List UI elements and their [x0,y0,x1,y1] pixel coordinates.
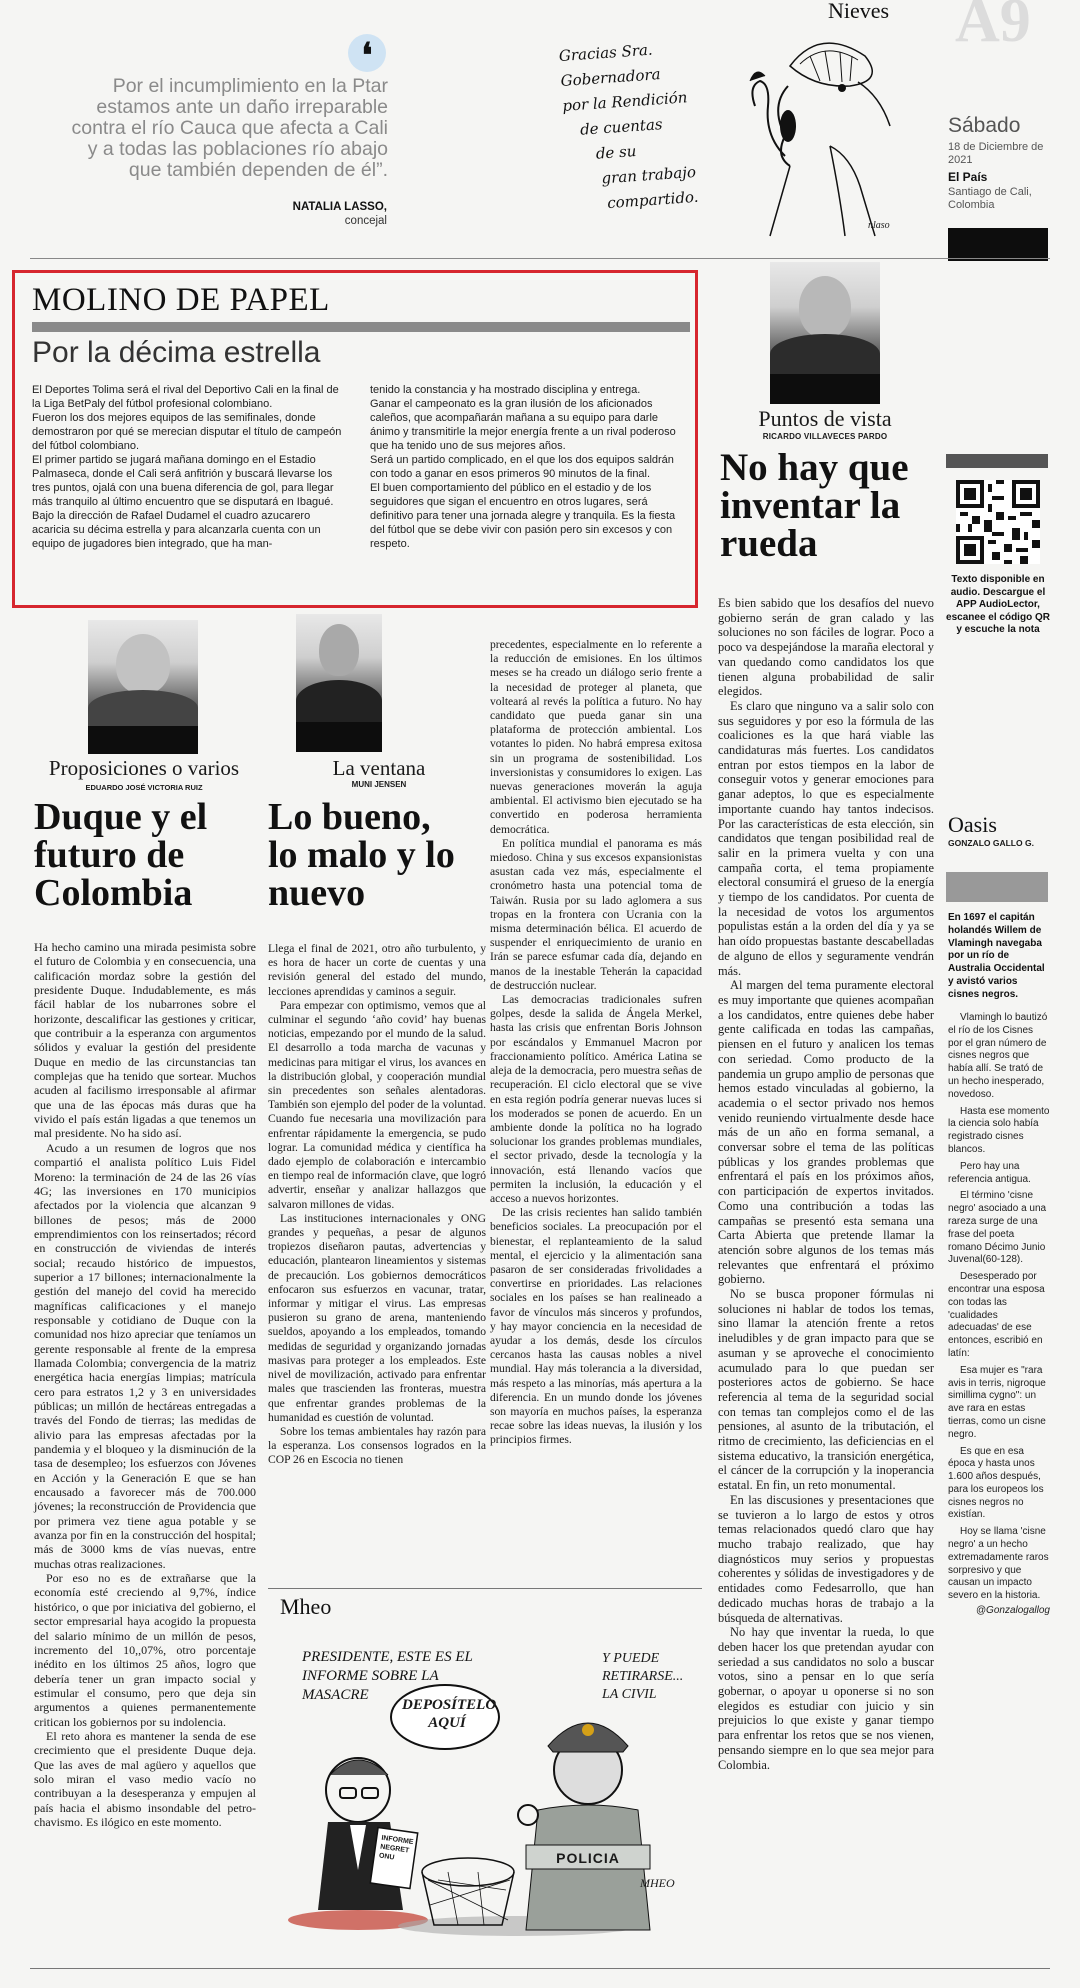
body-paragraph: Por eso no es de extrañarse que la economía esté creciendo al 9,7%, índice histórico, o que por iniciativa del gobierno, el sector empresarial haya acogido la propuesta del salario mínimo de un millón de pesos, incremento del 10,,07%, otro porcentaje inédito en los últimos 25 años, logro que debería tener un gran impacto social y estimular el consumo, pero que deja sin argumentos a quienes permanentemente critican los gobiernos por su indolencia. [34,1571,256,1729]
column-body [268,942,486,1468]
editorial-kicker: MOLINO DE PAPEL [32,282,330,318]
cartoon-line: por la Rendición [561,88,688,115]
qr-caption: Texto disponible en audio. Descargue el APP AudioLector, escanee el código QR y escuche la nota [946,574,1050,635]
editorial-paragraph: El Deportes Tolima será el rival del Deportivo Cali en la final de la Liga BetPaly del fútbol profesional colombiano. [32,384,339,410]
body-paragraph: Al margen del tema puramente electoral es muy importante que quienes acompañan a los candidatos, entre quienes debe haber gente calificada en todas las campañas, piensen en el futuro y analicen los temas con seriedad. Como producto de la pandemia un grupo amplio de personas que hemos estado vinculadas al gobierno, la academia o el sector privado nos hemos venido reuniendo virtualmente desde hace más de un año en forma semanal, a conversar sobre el tema de las políticas públicas y los grandes problemas que enfrentará el país en los próximos años, con participación de expertos invitados. Como una contribución a todas las campañas se presentó esta semana una Carta Abierta que pretende llamar la atención sobre algunos de los temas más relevantes que enfrentará el próximo gobierno. [718,978,934,1287]
oasis-paragraph: El término 'cisne negro' asociado a una rareza surge de una frase del poeta romano Décimo Junio Juvenal(60-128). [948,1190,1047,1266]
document-label: INFORME NEGRET ONU [378,1834,414,1862]
body-paragraph: De las crisis recientes han salido también beneficios sociales. La preocupación por el bienestar, el replanteamiento de la salud mental, el ejercicio y la alimentación sana pasaron de ser consideradas frivolidades a convertirse en prioridades. Las relaciones sociales en los países se han realineado a favor de vínculos más sinceros y profundos, y hay mayor conciencia en la necesidad de ayudar a los demás, desde los círculos cercanos hasta las causas nobles a nivel mundial. Hay más tolerancia a la diversidad, más respeto a las minorías, más apertura a la diferencia. En un mundo donde los jóvenes son mayoría en muchos países, la esperanza recae sobre las ideas nuevas, la ilusión y los principios firmes. [490,1206,702,1447]
oasis-body [948,1012,1050,1618]
body-paragraph: En política mundial el panorama es más miedoso. China y sus excesos expansionistas asustan cada vez más, especialmente el cronómetro hasta una potencial toma de Taiwán. Rusia por su lado aglomera a sus tropas en la frontera con Ucrania con la misma determinación bélica. El acuerdo de suspender el enriquecimiento de uranio en Irán se parece esfumar cada día, dejando en manos de la inestable Teherán la capacidad de destrucción nuclear. [490,836,702,992]
cartoon-caption [558,32,740,218]
cartoon-title: Mheo [280,1594,332,1619]
body-paragraph: Las democracias tradicionales sufren golpes, desde la salida de Ángela Merkel, hasta las crisis que enfrentan Boris Johnson por escándalos y Emmanuel Macron por fraccionamiento político. América Latina se aleja de la democracia, pero muestra señas de recuperación. El ciclo electoral que se vive en esta región podría generar nuevas luces si los moderados se ponen de acuerdo. En un ambiente donde la política no ha logrado solucionar los grandes problemas mundiales, el sector privado, desde la tecnología y la innovación, está llenando vacíos que permiten la inclusión, la educación y el acceso a nuevos horizontes. [490,993,702,1205]
body-paragraph: No se busca proponer fórmulas ni soluciones ni hablar de todos los temas, sino llamar la atención frente a retos ineludibles y de gran impacto para que se asuman y se aproveche el conocimiento acumulado para lo que puedan ser posteriores actos de gobierno. Se hace referencia al tema de la seguridad social con temas tan complejos como el de las pensiones, al asunto de la tributación, el ritmo de crecimiento, las deficiencias en el sistema educativo, la transición energética, el cáncer de la corrupción y la inoperancia estatal. En fin, un reto monumental. [718,1287,934,1493]
oasis-paragraph: Esa mujer es "rara avis in terris, nigroque simillima cygno": un ave rara en estas tierras, como un cisne negro. [948,1364,1046,1440]
editorial-paragraph: Será un partido complicado, en el que los dos equipos saldrán con todo a ganar en esos primeros 90 minutos de la final. [370,454,674,480]
editorial-paragraph: Fueron los dos mejores equipos de las semifinales, donde demostraron por qué se merecian disputar el título de campeón del fútbol colombiano. [32,412,342,452]
column-author: MUNI JENSEN [351,780,407,789]
cartoon-line: gran trabajo [600,162,697,188]
column-title: Duque y el futuro de Colombia [34,796,208,914]
speech-bubble-1: PRESIDENTE, ESTE ES EL INFORME SOBRE LA MASACRE [302,1649,473,1703]
oasis-author: GONZALO GALLO G. [948,838,1034,848]
author-photo [770,262,880,374]
body-paragraph: Es claro que ninguno va a salir solo con sus seguidores y por eso la fórmula de las coaliciones es la que hará viable las candidaturas más fuertes. Los candidatos entran por estos tiempos en la labor de conseguir votos y generar emociones para ganar adeptos, lo que es especialmente importante cuando hay tantos indecisos. Por las características de esta elección, sin candidatos que tengan posibilidad real de salir en la primera vuelta y con una campaña corta, el tema propiamente electoral consumirá el grueso de la energía y tiempo de los candidatos. Por cuenta de la necesidad de votos los argumentos populistas están a la orden del día y ya se han oído propuestas bastante descabelladas de alguno de ellos y seguramente vendrán más. [718,698,934,978]
top-rule [30,258,1050,259]
column-title: Lo bueno, lo malo y lo nuevo [268,796,455,914]
column-title: No hay que inventar la rueda [720,446,909,565]
oasis-paragraph: Hasta ese momento la ciencia solo había registrado cisnes blancos. [948,1105,1050,1155]
cartoon-signature: MHEO [640,1876,675,1890]
column-author: EDUARDO JOSÉ VICTORIA RUIZ [85,783,203,792]
location: Santiago de Cali, Colombia [948,186,1032,211]
body-paragraph: Acudo a un resumen de logros que nos compartió el analista político Luis Fidel Moreno: la terminación de 24 de las 26 vías 4G; las inversiones en 170 municipios afectados por la violencia que alcanzan 9 billones de pesos; más de 2000 emprendimientos con los reinsertados; récord en construcción de viviendas de interés social; recaudo histórico de impuestos, superior a 17 billones; internacionalmente la gestión del manejo del covid ha merecido magníficas calificaciones y el manejo responsable y cotidiano de Duque con la comunidad nos hizo apreciar que teníamos un gerente responsable al frente de la empresa llamada Colombia; convergencia de la matriz energética hacia energías limpias; matrícula cero para estratos 1,2 y 3 en universidades públicas; un millón de hectáreas entregadas a través del Fondo de tierras; las medidas de alivio para las empresas afectadas por la pandemia y el bloqueo y la disminución de la tasa de desempleo; los esfuerzos con Jóvenes en Acción y la Generación E que se han encausado a favorecer más de 700.000 jóvenes; la reconstrucción de Providencia que por primera vez tiene agua potable y se avanza por fin en la construcción del hospital; más de 3000 kms de vías nuevas, entre muchas otras realizaciones. [34,1140,256,1571]
oasis-lead: En 1697 el capitán holandés Willem de Vlamingh navegaba por un río de Australia Occidental y avistó varios cisnes negros. [948,912,1045,1000]
column-section: Proposiciones o varios [48,756,240,780]
pull-quote: Por el incumplimiento en la Ptar estamos ante un daño irreparable contra el río Cauca que afecta a Cali y a todas las poblaciones río abajo que también dependen de él”. [71,75,388,181]
body-paragraph: Las instituciones internacionales y ONG grandes y pequeñas, a pesar de algunos tropiezos diseñaron pautas, advertencias y educación, plantearon lineamientos y sistemas de precaución. Los gobiernos democráticos enfocaron sus esfuerzos en vacunar, tratar, informar y mitigar el virus. Las empresas pusieron su grano de arena, manteniendo sueldos, apoyando a los empleados, tomando medidas de seguridad y organizando jornadas masivas para proteger a los empleados. Este nivel de movilización, activado para enfrentar males que trascienden las fronteras, muestra que enfrentar grandes problemas de la humanidad es cuestión de voluntad. [268,1211,486,1424]
oasis-paragraph: Vlamingh lo bautizó el río de los Cisnes por el gran número de cisnes negros que había allí. Se trató de un hecho inesperado, novedoso. [948,1012,1048,1100]
column-body [34,940,256,1829]
newspaper-name: El País [948,170,988,184]
editorial-paragraph: tenido la constancia y ha mostrado disciplina y entrega. [370,384,641,396]
column-section: La ventana [332,756,426,780]
editorial-paragraph: El buen comportamiento del público en el estadio y de los seguidores que sigan el encuentro en otros lugares, será definitivo para tener una jornada alegre y tranquila. Es la fiesta del fútbol que se debe vivir con pasión pero sin excesos y con respeto. [370,482,676,550]
body-paragraph: Es bien sabido que los desafíos del nuevo gobierno serán de gran calado y las soluciones no son fáciles de lograr. Poco a poco va despejándose la maraña electoral y van quedando como candidatos los que tienen alguna probabilidad de salir elegidos. [718,596,934,699]
author-photo [88,620,198,726]
body-paragraph: Sobre los temas ambientales hay razón para la esperanza. Los consensos logrados en la COP 26 en Escocia no tienen [268,1424,486,1467]
speech-bubble-3: Y PUEDE RETIRARSE... LA CIVIL [602,1651,684,1702]
column-body-continued [490,638,702,1448]
cartoon-line: Gobernadora [560,65,662,91]
editorial-paragraph: Bajo la dirección de Rafael Dudamel el cuadro azucarero acaricia su décima estrella y para alcanzarla cuenta con un equipo de jugadores bien integrado, que ha man- [32,510,321,550]
column-body [718,596,934,1772]
editorial-col-2 [370,383,688,551]
cartoon-line: de cuentas [579,115,664,139]
editorial-paragraph: El primer partido se jugará mañana domingo en el Estadio Palmaseca, donde el Cali será anfitrión y buscará llevarse los tres puntos, ojalá con una buena diferencia de gol, para llegar más tranquilo al último encuentro que se disputará en Ibagué. [32,454,334,508]
redacted-block [88,726,198,754]
police-badge: POLICIA [556,1850,620,1866]
body-paragraph: Llega el final de 2021, otro año turbulento, y es hora de hacer un corte de cuentas y una revisión general del estado del mundo, lecciones aprendidas y caminos a seguir. [268,942,486,998]
editorial-title: Por la décima estrella [32,336,321,369]
oasis-paragraph: Es que en esa época y hasta unos 1.600 años después, para los europeos los cisnes negros no existían. [948,1445,1044,1521]
oasis-bar [946,872,1048,902]
body-paragraph: El reto ahora es mantener la senda de ese crecimiento que el presidente Duque deja. Que las aves de mal agüero y aquellos que solo miran el vaso medio vacío no contribuyan a la desesperanza y empujen al país hacia el abismo insondable del petro-chavismo. Es ilógico en este momento. [34,1728,256,1829]
cartoon-line: Gracias Sra. [558,40,654,66]
body-paragraph: En las discusiones y presentaciones que se tuvieron a lo largo de estos y otros temas relacionados quedó claro que hay mucho trabajo realizado, que hay diagnósticos muy serios y propuestas coherentes y sólidas de investigadores y de entidades como Fedesarrollo, que han dedicado muchas horas de trabajo a la búsqueda de alternativas. [718,1492,934,1625]
woman-figure-illustration [730,26,905,241]
top-cartoon [560,24,940,242]
cartoon-rule [268,1588,702,1589]
cartoon-line: compartido. [606,187,700,213]
column-section: Puntos de vista [758,406,892,431]
side-divider [946,454,1048,468]
quote-mark: ❛ [361,38,373,75]
cartoon-line: de su [595,141,637,163]
section-name: Nieves [828,0,890,23]
oasis-paragraph: Desesperado por encontrar una esposa con todas las 'cualidades adecuadas' de ese entonces, escribió en latín: [948,1271,1045,1359]
cartoon-panel [278,1640,698,1940]
body-paragraph: No hay que inventar la rueda, lo que deben hacer los que pretendan ayudar con seriedad a sus candidatos no solo a buscar votos, sino a pensar en lo que sería gobernar, o apoyar u oponerse si no son elegidos es estudiar con juicio y sin prejuicios lo que existe y ganar tiempo para enfrentar los retos que se nos vienen, pensando siempre en lo que sea mejor para Colombia. [718,1625,934,1772]
day: Sábado [948,114,1021,137]
qr-code[interactable] [956,480,1040,564]
redacted-block [296,722,382,752]
quote-author: NATALIA LASSO, [292,201,387,213]
bottom-rule [30,1968,1050,1969]
title-bar [32,322,690,332]
oasis-handle[interactable]: @Gonzalogallog [975,1605,1050,1617]
oasis-paragraph: Hoy se llama 'cisne negro' a un hecho extremadamente raros sorpresivo y que causan un impacto severo en la historia. [948,1526,1049,1602]
oasis-title: Oasis [948,812,997,837]
body-paragraph: Para empezar con optimismo, vemos que al culminar el segundo ‘año covid’ hay buenas noticias, empezando por el mundo de la salud. El desarrollo a toda marcha de vacunas y medicinas para mitigar el virus, los avances en la distribución global, y cooperación mundial sin precedentes son señales alentadoras. También son ejemplo del poder de la voluntad. Cuando fue necesaria una movilización para enfrentar rápidamente la emergencia, se pudo lograr. La comunidad médica y científica ha dado ejemplo de colaboración e intercambio en tiempo real de información clave, que logró advertir, enseñar y analizar hallazgos que salvaron millones de vidas. [268,998,486,1211]
body-paragraph: Ha hecho camino una mirada pesimista sobre el futuro de Colombia y en consecuencia, una calificación mordaz sobre la gestión del presidente Duque. Indudablemente, es más fácil hablar de los nubarrones sobre el horizonte, descalificar las gestiones y criticar, que contribuir a la esperanza con argumentos sólidos y evaluar la gestión del presidente Duque en medio de las circunstancias tan complejas que ha tenido que sortear. Muchos acuden al facilismo irresponsable al afirmar que una de las épocas más duras que ha vivido el país están ligadas a que tenemos un mal presidente. No ha sido así. [34,940,256,1141]
editorial-paragraph: Ganar el campeonato es la gran ilusión de los aficionados caleños, que acompañarán mañana a su equipo para darle ánimo y transmitirle la mejor energía frente a un rival poderoso que ha tenido uno de sus mejores años. [370,398,676,452]
page-number: A9 [955,0,1031,55]
redacted-block [948,228,1048,261]
cartoon-signature: nlaso [868,220,890,231]
column-author: RICARDO VILLAVECES PARDO [762,432,888,441]
redacted-block [770,374,880,404]
author-photo [296,614,382,722]
editorial-col-1 [32,383,350,551]
speech-bubble-2: DEPOSÍTELO AQUÍ [402,1697,497,1731]
oasis-paragraph: Pero hay una referencia antigua. [948,1160,1031,1185]
quote-role: concejal [344,215,387,227]
body-paragraph: precedentes, especialmente en lo referente a la reducción de emisiones. En los últimos meses se ha creado un diálogo serio frente a la necesidad de proteger al planeta, que volteará al revés la política a futuro. No hay candidato que pueda ganar sin una plataforma de protección ambiental. Los votantes lo piden. No habrá empresa exitosa sin un programa de sostenibilidad. Los inversionistas y consumidores lo exigen. Las nuevas generaciones moverán la aguja ambiental. El activismo bien ejecutado se ha convertido en poderosa herramienta democrática. [490,638,702,836]
date: 18 de Diciembre de 2021 [948,141,1044,166]
